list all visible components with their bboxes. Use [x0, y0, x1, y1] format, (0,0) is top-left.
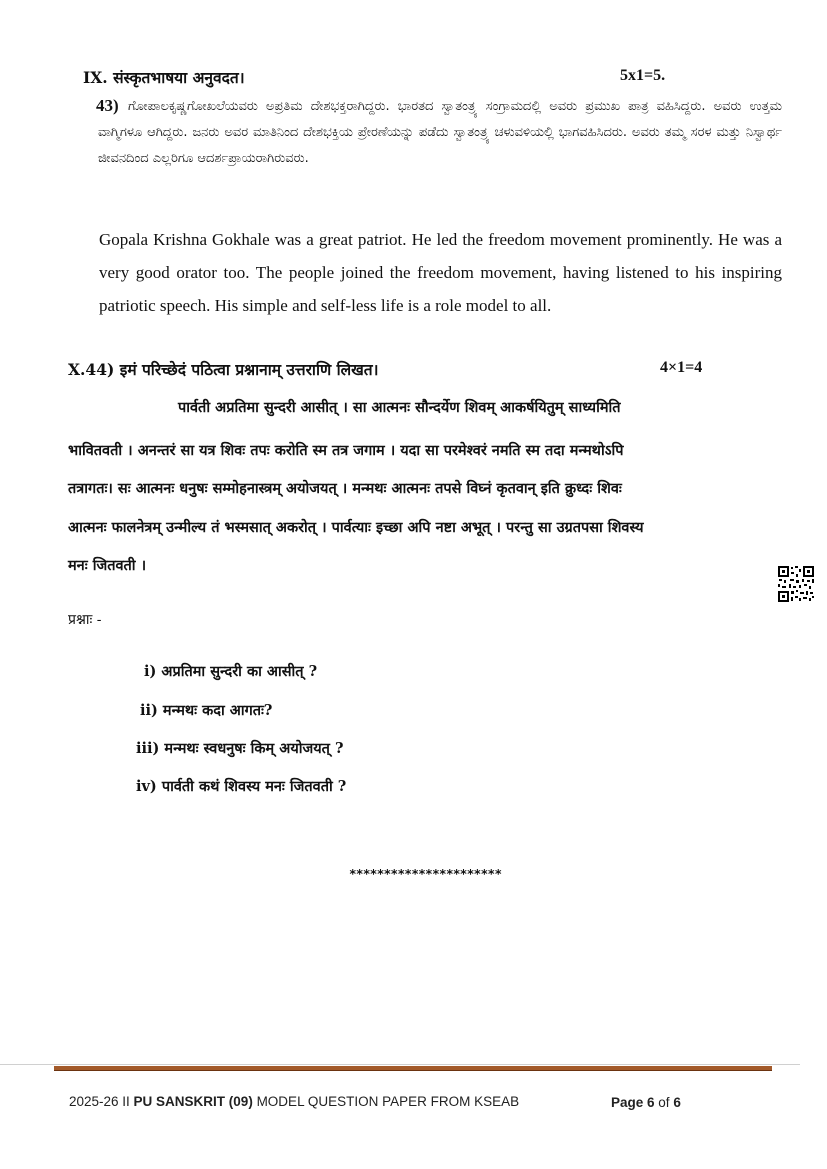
passage-line-2: भावितवती । अनन्तरं सा यत्र शिवः तपः करोति स्म तत्र जगाम । यदा सा परमेश्वरं नमति स्म तदा मन्मथोऽपि	[68, 442, 624, 459]
question-item-1: i) अप्रतिमा सुन्दरी का आसीत् ?	[144, 663, 318, 680]
passage-line-3: तत्रागतः। सः आत्मनः धनुषः सम्मोहनास्त्रम् अयोजयत् । मन्मथः आत्मनः तपसे विघ्नं कृतवान् इति क्रुध्दः शिवः	[68, 480, 622, 497]
question-item-4: iv) पार्वती कथं शिवस्य मनः जितवती ?	[136, 778, 347, 795]
english-passage: Gopala Krishna Gokhale was a great patriot. He led the freedom movement prominently. He was a very good orator too. The people joined the freedom movement, having listened to his inspiring patriotic speech. His simple and self-less life is a role model to all.	[99, 230, 782, 315]
question-43-number: 43)	[96, 96, 119, 115]
footer-rule-shadow	[54, 1070, 772, 1071]
qr-code-icon	[777, 565, 815, 603]
footer-title	[69, 1094, 519, 1109]
footer-suffix: MODEL QUESTION PAPER FROM KSEAB	[252, 1094, 520, 1109]
section-x-heading: X.44) इमं परिच्छेदं पठित्वा प्रश्नानाम् उत्तराणि लिखत।	[68, 360, 379, 379]
question-item-3: iii) मन्मथः स्वधनुषः किम् अयोजयत् ?	[136, 740, 344, 757]
passage-line-4: आत्मनः फालनेत्रम् उन्मील्य तं भस्मसात् अकरोत् । पार्वत्याः इच्छा अपि नष्टा अभूत् । परन्तु सा उग्रतपसा शिवस्य	[68, 519, 644, 536]
section-x-marks: 4×1=4	[660, 359, 703, 376]
page-total: 6	[673, 1095, 681, 1110]
passage-line-5: मनः जितवती ।	[68, 557, 147, 574]
page-current: 6	[647, 1095, 655, 1110]
footer-prefix: 2025-26 II	[69, 1094, 134, 1109]
page-number	[611, 1095, 681, 1110]
page-of: of	[654, 1095, 674, 1110]
footer-subject: PU SANSKRIT (09)	[133, 1094, 253, 1109]
questions-label: प्रश्नाः -	[68, 612, 102, 628]
section-ix-heading: IX. संस्कृतभाषया अनुवदत।	[83, 68, 245, 87]
footer-thin-rule	[0, 1064, 800, 1065]
section-ix-marks: 5x1=5.	[620, 67, 666, 84]
question-item-2: ii) मन्मथः कदा आगतः?	[140, 702, 273, 719]
kannada-passage: ಗೋಪಾಲಕೃಷ್ಣಗೋಖಲೆಯವರು ಅಪ್ರತಿಮ ದೇಶಭಕ್ತರಾಗಿದ್ದರು. ಭಾರತದ ಸ್ವಾತಂತ್ರ್ಯ ಸಂಗ್ರಾಮದಲ್ಲಿ ಅವರು ಪ್ರಮುಖ ಪಾತ್ರ ವಹಿಸಿದ್ದರು. ಅವರು ಉತ್ತಮ ವಾಗ್ಮಿಗಳೂ ಆಗಿದ್ದರು. ಜನರು ಅವರ ಮಾತಿನಿಂದ ದೇಶಭಕ್ತಿಯ ಪ್ರೇರಣೆಯನ್ನು ಪಡೆದು ಸ್ವಾತಂತ್ರ್ಯ ಚಳುವಳಿಯಲ್ಲಿ ಭಾಗವಹಿಸಿದರು. ಅವರು ತಮ್ಮ ಸರಳ ಮತ್ತು ನಿಸ್ವಾರ್ಥ ಜೀವನದಿಂದ ಎಲ್ಲರಿಗೂ ಆದರ್ಶಪ್ರಾಯರಾಗಿರುವರು.	[98, 99, 782, 166]
end-marker: **********************	[349, 866, 502, 881]
page-label: Page	[611, 1095, 648, 1110]
passage-line-1: पार्वती अप्रतिमा सुन्दरी आसीत् । सा आत्मनः सौन्दर्येण शिवम् आकर्षयितुम् साध्यमिति	[178, 399, 621, 416]
